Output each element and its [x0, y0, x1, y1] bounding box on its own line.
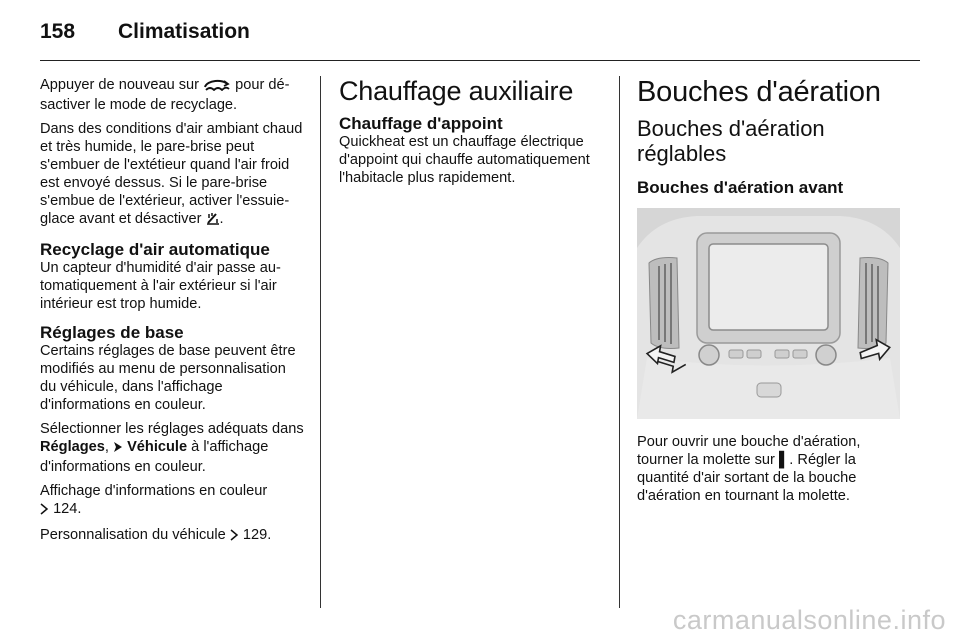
column-left [40, 76, 306, 552]
page-number: 158 [40, 20, 76, 43]
menu-vehicle-label: Véhicule [127, 439, 188, 455]
reference-color-info-display: Affichage d'informations en couleur 124. [40, 482, 306, 520]
paragraph-quickheat: Quickheat est un chauffage électrique d'appoint qui chauffe automatiquement l'habitacle plus rapidement. [339, 134, 590, 186]
menu-arrow-icon [113, 440, 123, 458]
paragraph-select-settings: Sélectionner les réglages adéquats dans Réglages, Véhicule à l'affichage d'informations en couleur. [40, 421, 304, 475]
watermark: carmanualsonline.info [672, 605, 946, 635]
dashboard-drawing [637, 208, 900, 419]
windscreen-wiper-icon [206, 211, 220, 230]
paragraph-base-settings: Certains réglages de base peuvent être modifiés au menu de personnalisation du véhicule, dans l'affichage d'informations en couleur. [40, 343, 296, 413]
paragraph-fogging: Dans des conditions d'air ambiant chaud et très humide, le pare-brise peut s'embuer de l'extétieur quand l'air froid est envoyé dessus. Si le pare-brise s'embue de l'extérieur, activer l'essuie-glace avant et désactiver . [40, 120, 306, 230]
reference-vehicle-personalization: Personnalisation du véhicule 129. [40, 526, 306, 546]
column-right [637, 76, 907, 197]
cross-reference-arrow-icon [40, 502, 49, 520]
heading-adjustable-vents: Bouches d'aération réglables [637, 116, 825, 166]
heading-front-vents: Bouches d'aération avant [637, 178, 844, 197]
heading-air-vents: Bouches d'aération [637, 76, 881, 108]
column-divider [320, 76, 321, 608]
page-header [40, 20, 920, 61]
paragraph-recycle-deactivate: Appuyer de nouveau sur pour désactiver le mode de recyclage. [40, 77, 290, 113]
heading-auto-recirculation: Recyclage d'air automatique [40, 240, 270, 259]
paragraph-open-vent: Pour ouvrir une bouche d'aération, tourner la molette sur ▌. Régler la quantité d'air sortant de la bouche d'aération en tournant la molette. [637, 434, 861, 504]
column-middle [339, 76, 611, 193]
front-air-vents-illustration [637, 208, 900, 419]
vent-instructions [637, 433, 907, 511]
open-position-symbol: ▌ [778, 452, 790, 468]
menu-settings-label: Réglages [40, 439, 105, 455]
recirculation-icon [203, 78, 231, 96]
heading-auxiliary-heater: Chauffage auxiliaire [339, 76, 574, 106]
heading-base-settings: Réglages de base [40, 323, 184, 342]
column-divider [619, 76, 620, 608]
page-title: Climatisation [118, 20, 250, 43]
cross-reference-arrow-icon [230, 528, 239, 546]
heading-quickheat: Chauffage d'appoint [339, 114, 503, 133]
paragraph-auto-recirculation: Un capteur d'humidité d'air passe automatiquement à l'air extérieur si l'air intérieur est trop humide. [40, 260, 281, 312]
